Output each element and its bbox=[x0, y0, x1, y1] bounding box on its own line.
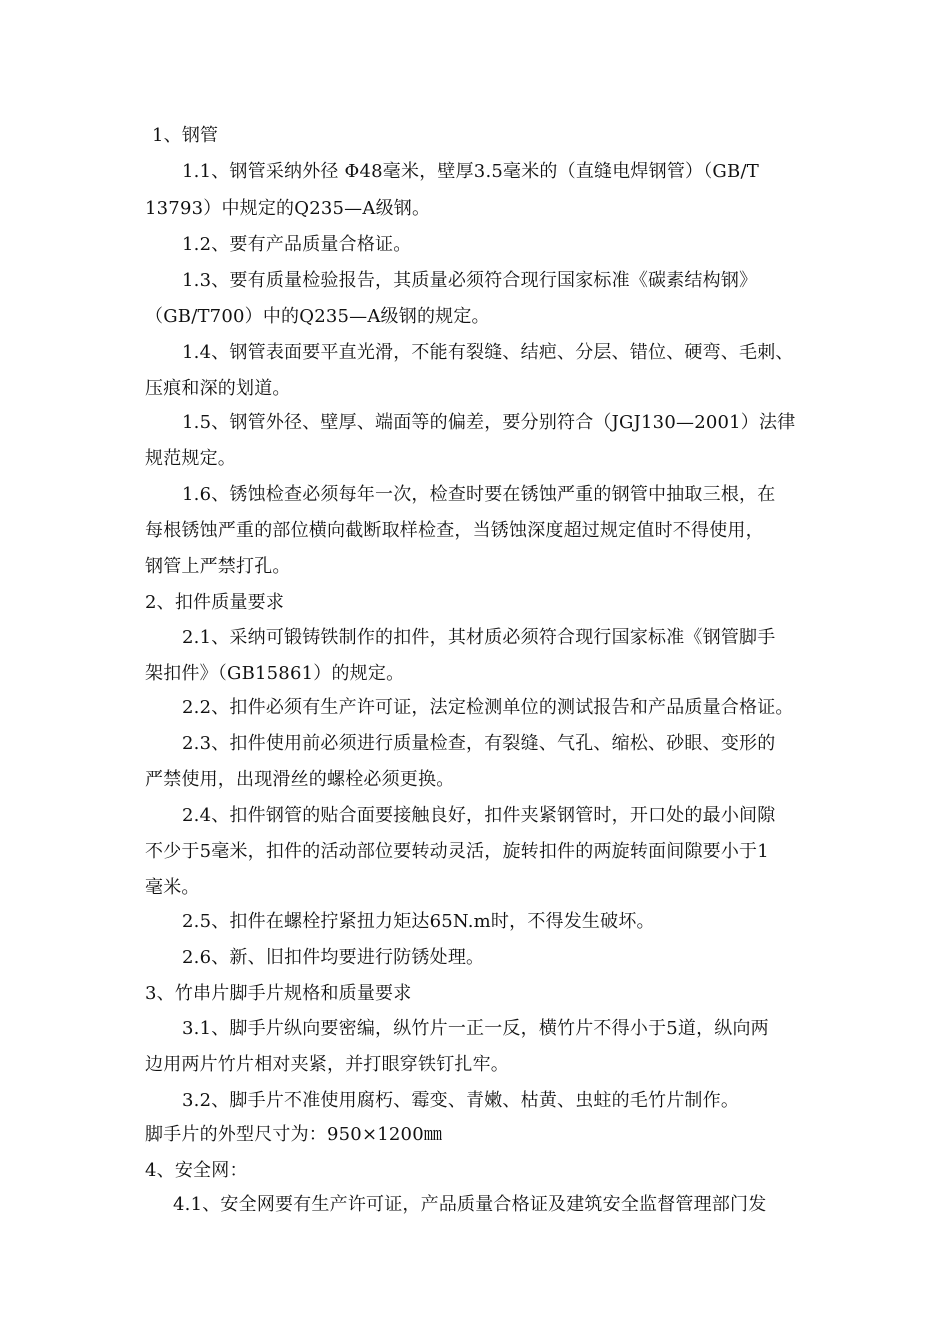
text-line: 2.3、扣件使用前必须进行质量检查，有裂缝、气孔、缩松、砂眼、变形的 bbox=[182, 733, 776, 754]
text-line: 1.2、要有产品质量合格证。 bbox=[182, 234, 412, 255]
text-line: 1.6、锈蚀检查必须每年一次，检查时要在锈蚀严重的钢管中抽取三根，在 bbox=[182, 484, 776, 505]
heading-steel-pipe: 1、钢管 bbox=[152, 125, 219, 146]
text-line: 每根锈蚀严重的部位横向截断取样检查，当锈蚀深度超过规定值时不得使用， bbox=[145, 520, 764, 541]
text-line: 2.6、新、旧扣件均要进行防锈处理。 bbox=[182, 947, 485, 968]
text-line: 不少于5毫米，扣件的活动部位要转动灵活，旋转扣件的两旋转面间隙要小于1 bbox=[145, 841, 769, 862]
text-line: 4.1、安全网要有生产许可证，产品质量合格证及建筑安全监督管理部门发 bbox=[173, 1194, 767, 1215]
text-line: 2.1、采纳可锻铸铁制作的扣件，其材质必须符合现行国家标准《钢管脚手 bbox=[182, 627, 776, 648]
text-line: 1.5、钢管外径、壁厚、端面等的偏差，要分别符合（JGJ130—2001）法律 bbox=[182, 412, 796, 433]
heading-bamboo-board: 3、竹串片脚手片规格和质量要求 bbox=[145, 983, 412, 1004]
text-line: 规范规定。 bbox=[145, 448, 236, 469]
text-line: （GB/T700）中的Q235—A级钢的规定。 bbox=[145, 306, 490, 327]
text-line: 2.4、扣件钢管的贴合面要接触良好，扣件夹紧钢管时，开口处的最小间隙 bbox=[182, 805, 776, 826]
text-line: 钢管上严禁打孔。 bbox=[145, 556, 291, 577]
text-line: 边用两片竹片相对夹紧，并打眼穿铁钉扎牢。 bbox=[145, 1054, 509, 1075]
text-line: 1.3、要有质量检验报告，其质量必须符合现行国家标准《碳素结构钢》 bbox=[182, 270, 758, 291]
text-line: 压痕和深的划道。 bbox=[145, 378, 291, 399]
heading-safety-net: 4、安全网： bbox=[145, 1160, 248, 1181]
text-line: 2.5、扣件在螺栓拧紧扭力矩达65N.m时，不得发生破坏。 bbox=[182, 911, 655, 932]
text-line: 2.2、扣件必须有生产许可证，法定检测单位的测试报告和产品质量合格证。 bbox=[182, 697, 794, 718]
text-line: 1.4、钢管表面要平直光滑，不能有裂缝、结疤、分层、错位、硬弯、毛刺、 bbox=[182, 342, 794, 363]
text-line: 3.1、脚手片纵向要密编，纵竹片一正一反，横竹片不得小于5道，纵向两 bbox=[182, 1018, 769, 1039]
text-line: 严禁使用，出现滑丝的螺栓必须更换。 bbox=[145, 769, 455, 790]
heading-fastener-quality: 2、扣件质量要求 bbox=[145, 592, 285, 613]
text-line: 架扣件》（GB15861）的规定。 bbox=[145, 663, 405, 684]
text-line: 毫米。 bbox=[145, 877, 200, 898]
text-line: 1.1、钢管采纳外径 Φ48毫米，壁厚3.5毫米的（直缝电焊钢管）（GB/T bbox=[182, 161, 759, 182]
text-line: 13793）中规定的Q235—A级钢。 bbox=[145, 198, 431, 219]
text-line: 脚手片的外型尺寸为：950×1200㎜ bbox=[145, 1124, 443, 1145]
text-line: 3.2、脚手片不准使用腐朽、霉变、青嫩、枯黄、虫蛀的毛竹片制作。 bbox=[182, 1090, 740, 1111]
